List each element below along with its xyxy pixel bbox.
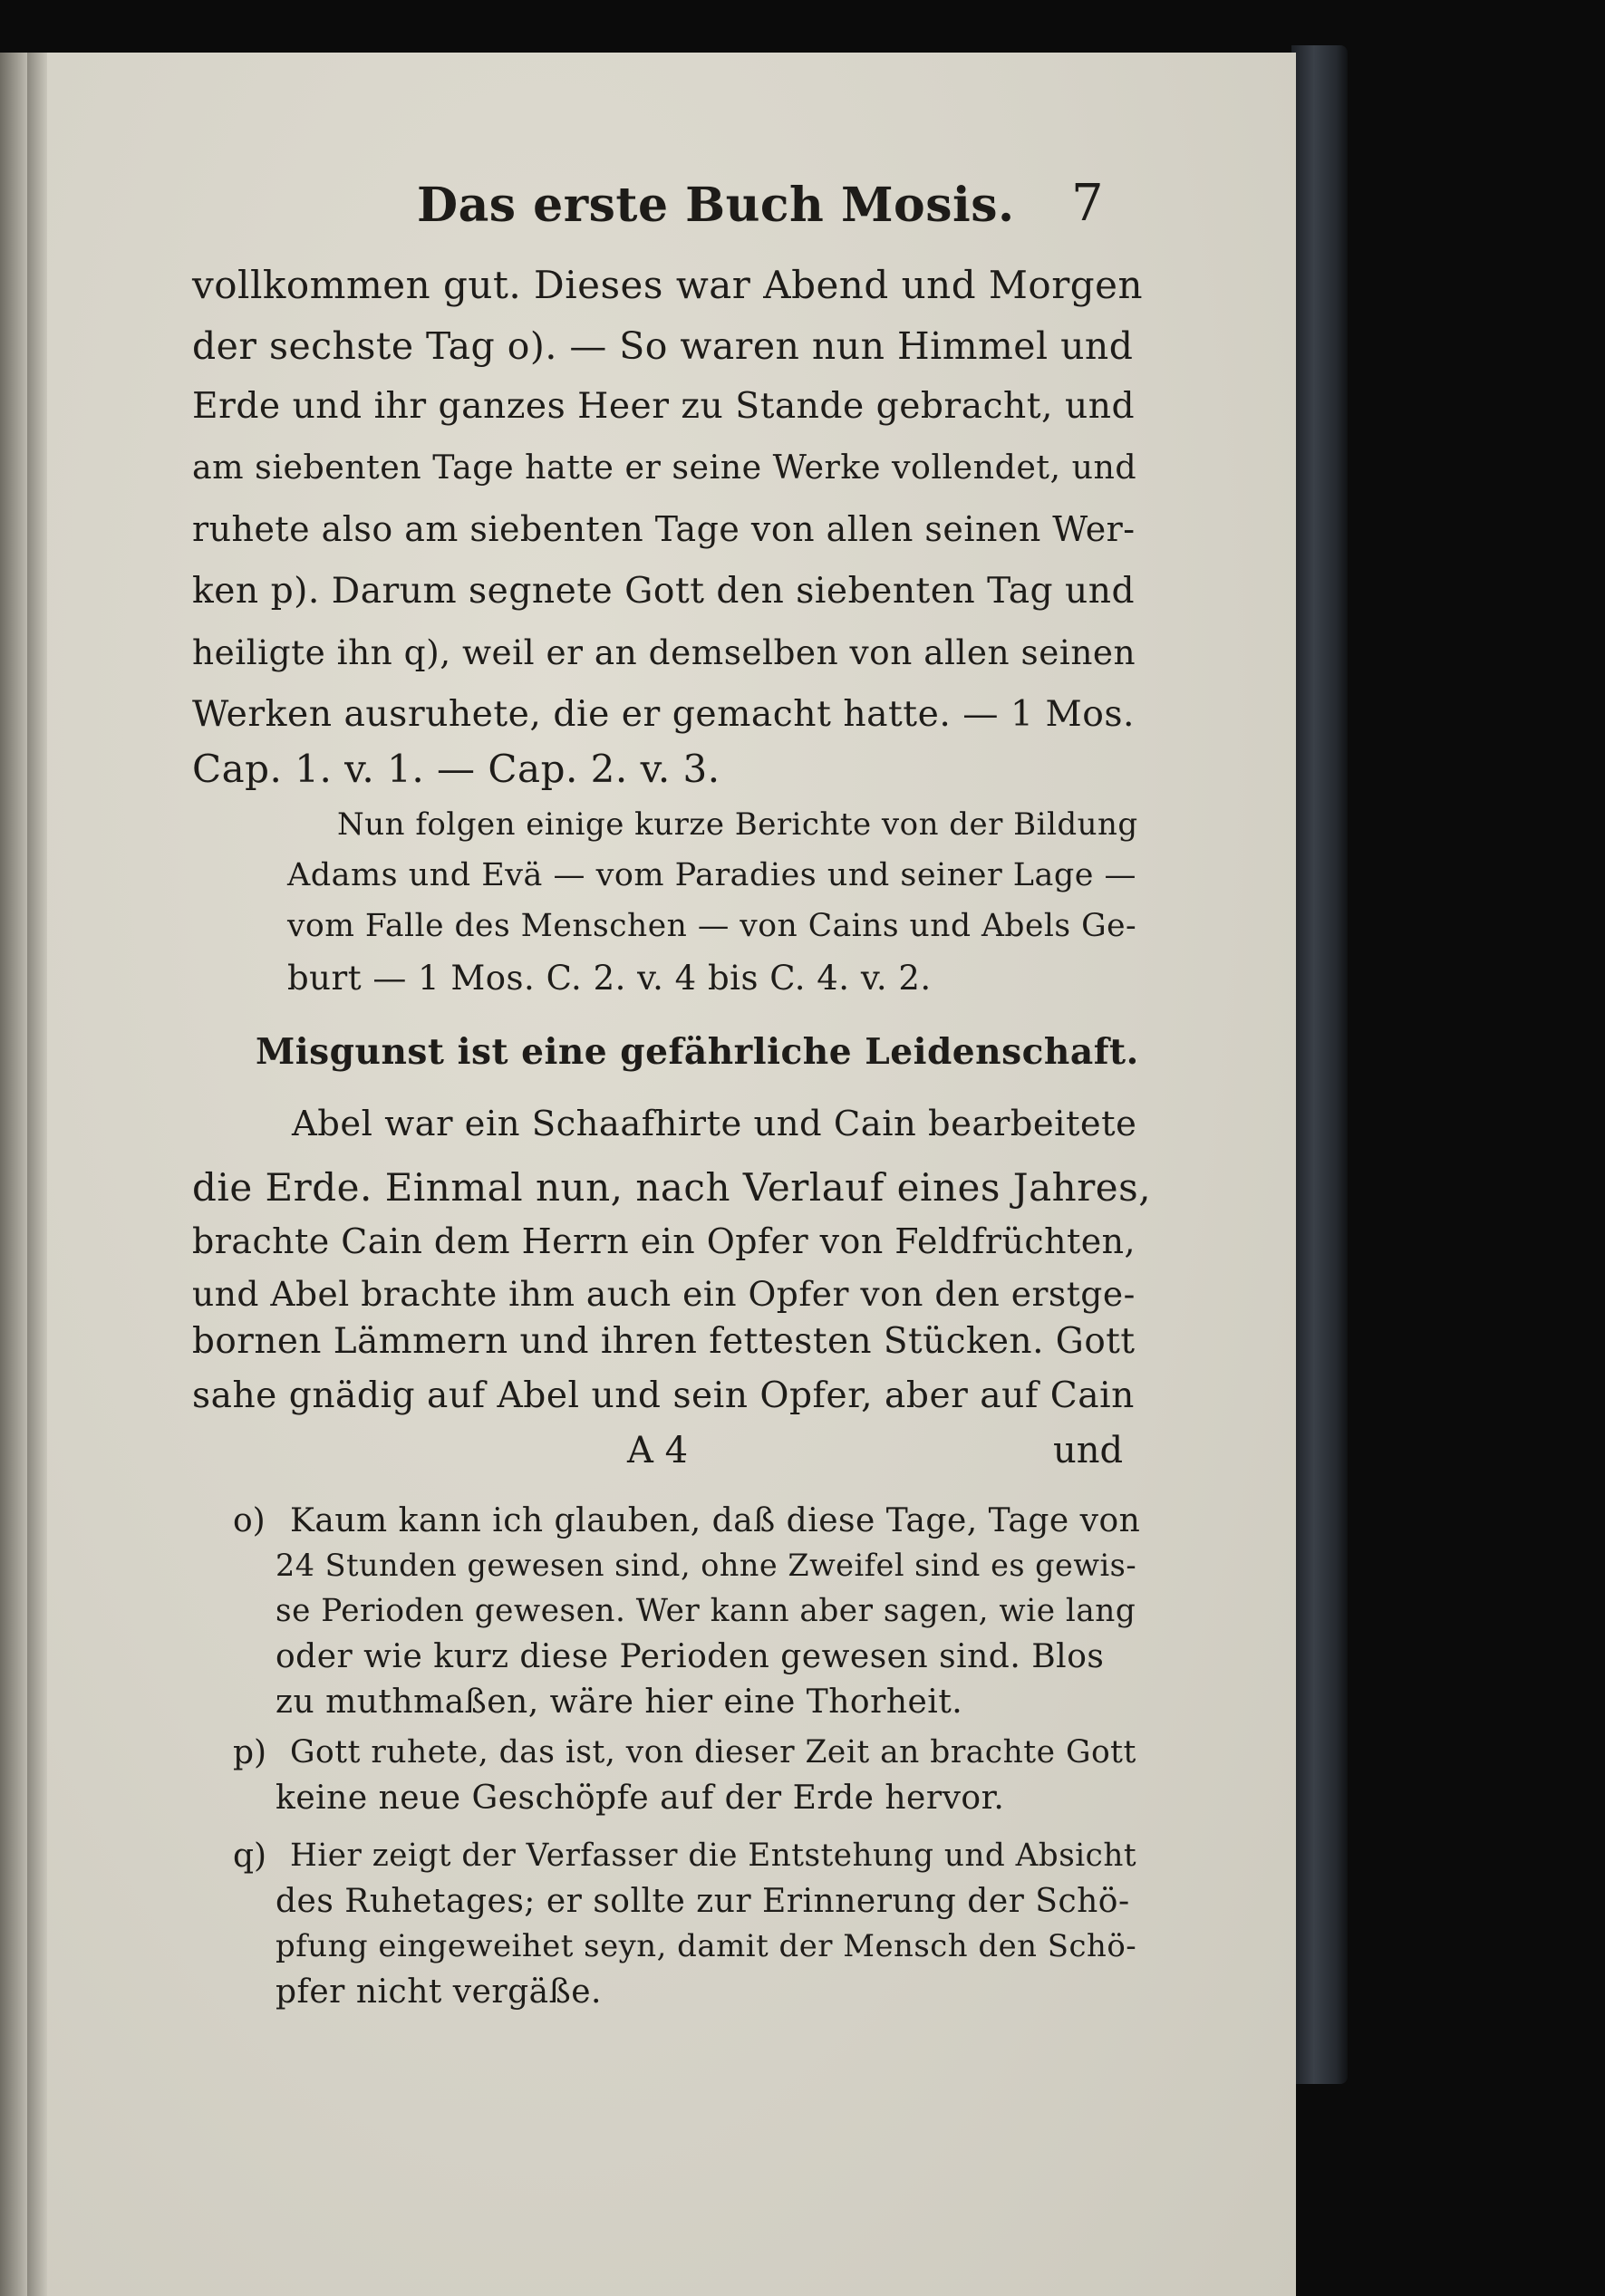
section-heading: Misgunst ist eine gefährliche Leidenschaft. — [256, 1031, 1139, 1073]
summary-line: burt — 1 Mos. C. 2. v. 4 bis C. 4. v. 2. — [287, 959, 932, 998]
summary-line: vom Falle des Menschen — von Cains und Abels Ge- — [287, 908, 1137, 944]
footnote-marker: p) — [233, 1734, 267, 1771]
running-head: Das erste Buch Mosis. — [417, 178, 1015, 233]
body-line: heiligte ihn q), weil er an demselben von allen seinen — [192, 632, 1136, 672]
section-line: brachte Cain dem Herrn ein Opfer von Feldfrüchten, — [192, 1221, 1136, 1261]
section-line: und Abel brachte ihm auch ein Opfer von den erstge- — [192, 1274, 1136, 1314]
body-line: Erde und ihr ganzes Heer zu Stande gebracht, und — [192, 386, 1136, 427]
footnote-marker: q) — [233, 1838, 267, 1875]
body-line: Cap. 1. v. 1. — Cap. 2. v. 3. — [192, 747, 720, 791]
footnote-line: Gott ruhete, das ist, von dieser Zeit an brachte Gott — [290, 1734, 1136, 1770]
page-number: 7 — [1071, 174, 1104, 233]
footnote-line: pfer nicht vergäße. — [276, 1973, 602, 2011]
footnote-line: 24 Stunden gewesen sind, ohne Zweifel sind es gewis- — [276, 1548, 1137, 1583]
section-line: Abel war ein Schaafhirte und Cain bearbeitete — [292, 1104, 1137, 1144]
footnote-marker: o) — [233, 1502, 266, 1539]
section-line: bornen Lämmern und ihren fettesten Stücken. Gott — [192, 1321, 1136, 1362]
section-line: die Erde. Einmal nun, nach Verlauf eines Jahres, — [192, 1165, 1152, 1210]
catchword: und — [1053, 1430, 1124, 1471]
footnote-line: se Perioden gewesen. Wer kann aber sagen, wie lang — [276, 1593, 1136, 1629]
body-line: Werken ausruhete, die er gemacht hatte. — 1 Mos. — [192, 694, 1135, 735]
footnote-line: des Ruhetages; er sollte zur Erinnerung der Schö- — [276, 1883, 1130, 1920]
footnote-line: keine neue Geschöpfe auf der Erde hervor. — [276, 1780, 1005, 1817]
body-line: der sechste Tag o). — So waren nun Himmel und — [192, 324, 1134, 368]
footnote-line: pfung eingeweihet seyn, damit der Mensch den Schö- — [276, 1928, 1137, 1963]
summary-line: Adams und Evä — vom Paradies und seiner Lage — — [287, 857, 1137, 893]
footnote-line: Hier zeigt der Verfasser die Entstehung und Absicht — [290, 1838, 1137, 1874]
body-line: am siebenten Tage hatte er seine Werke vollendet, und — [192, 448, 1137, 487]
gutter-shadow — [27, 53, 47, 2296]
footnote-line: oder wie kurz diese Perioden gewesen sind. Blos — [276, 1638, 1105, 1675]
section-line: sahe gnädig auf Abel und sein Opfer, aber auf Cain — [192, 1375, 1135, 1416]
book-cover-edge — [1291, 45, 1348, 2084]
signature-mark: A 4 — [627, 1430, 689, 1471]
left-page-edge — [0, 53, 27, 2296]
summary-line: Nun folgen einige kurze Berichte von der Bildung — [337, 806, 1138, 843]
book-page — [47, 53, 1296, 2296]
footnote-line: Kaum kann ich glauben, daß diese Tage, Tage von — [290, 1502, 1141, 1539]
body-line: ken p). Darum segnete Gott den siebenten Tag und — [192, 571, 1136, 612]
footnote-line: zu muthmaßen, wäre hier eine Thorheit. — [276, 1683, 963, 1721]
body-line: ruhete also am siebenten Tage von allen seinen Wer- — [192, 509, 1136, 549]
body-line: vollkommen gut. Dieses war Abend und Morgen — [192, 263, 1144, 307]
